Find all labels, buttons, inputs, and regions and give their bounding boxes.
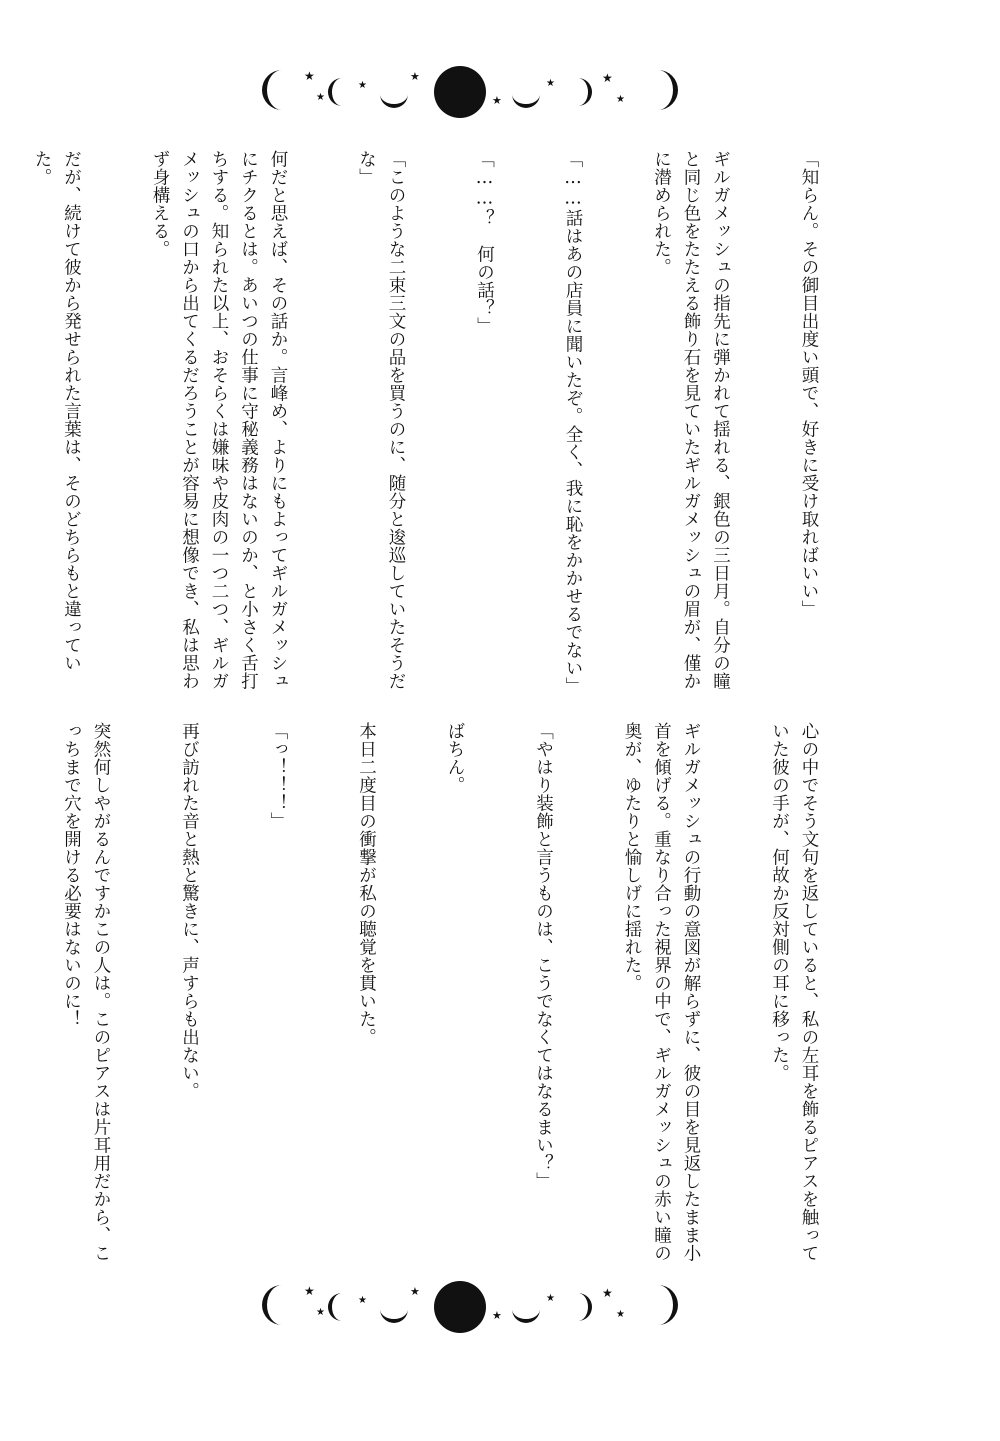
- paragraph: だが、続けて彼から発せられた言葉は、そのどちらもと違っていた。: [32, 150, 82, 672]
- moon-star-ornament-bottom: [260, 1275, 700, 1335]
- svg-text:★: ★: [602, 1286, 613, 1300]
- paragraph: 「……？ 何の話？」: [474, 150, 495, 335]
- moon-star-ornament-top: [260, 60, 700, 120]
- paragraph: 何だと思えば、その話か。言峰め、よりにもよってギルガメッシュにチクるとは。あいつの仕事に守秘義務はないのか、と小さく舌打ちする。知られた以上、おそらくは嫌味や皮肉の一つ二つ、ギルガメッシュの口から出てくるだろうことが容易に想像でき、私は思わず身構える。: [150, 150, 288, 690]
- svg-text:★: ★: [616, 94, 625, 105]
- svg-text:★: ★: [304, 1284, 315, 1298]
- paragraph: ギルガメッシュの行動の意図が解らずに、彼の目を見返したまま小首を傾げる。重なり合った視界の中で、ギルガメッシュの赤い瞳の奥が、ゆたりと愉しげに揺れた。: [622, 722, 701, 1262]
- svg-text:★: ★: [546, 1293, 555, 1304]
- svg-text:★: ★: [410, 70, 420, 83]
- svg-text:★: ★: [304, 69, 315, 83]
- paragraph: 「このような二束三文の品を買うのに、随分と逡巡していたそうだな」: [356, 150, 406, 690]
- paragraph: 「っ！！！」: [268, 722, 288, 830]
- paragraph: 再び訪れた音と熱と驚きに、声すらも出ない。: [179, 722, 200, 1100]
- svg-text:★: ★: [492, 1309, 502, 1322]
- svg-text:★: ★: [316, 1307, 325, 1318]
- svg-text:★: ★: [492, 94, 502, 107]
- svg-text:★: ★: [602, 71, 613, 85]
- paragraph: ばちん。: [445, 722, 465, 794]
- paragraph: 「やはり装飾と言うものは、こうでなくてはなるまい？」: [533, 722, 554, 1190]
- paragraph: 本日二度目の衝撃が私の聴覚を貫いた。: [356, 722, 377, 1046]
- svg-text:★: ★: [358, 1295, 367, 1306]
- paragraph: 「知らん。その御目出度い頭で、好きに受け取ればいい」: [799, 150, 819, 618]
- paragraph: 心の中でそう文句を返していると、私の左耳を飾るピアスを触っていた彼の手が、何故か反対側の耳に移った。: [769, 722, 819, 1262]
- svg-text:★: ★: [616, 1309, 625, 1320]
- svg-text:★: ★: [316, 92, 325, 103]
- svg-text:★: ★: [546, 78, 555, 89]
- paragraph: 突然何しやがるんですかこの人は。このピアスは片耳用だから、こっちまで穴を開ける必要はないのに！: [61, 722, 111, 1262]
- svg-text:★: ★: [358, 80, 367, 91]
- svg-text:★: ★: [410, 1285, 420, 1298]
- paragraph: 「……話はあの店員に聞いたぞ。全く、我に恥をかかせるでない」: [563, 150, 583, 695]
- upper-text-block: [32, 150, 882, 695]
- paragraph: ギルガメッシュの指先に弾かれて揺れる、銀色の三日月。自分の瞳と同じ色をたたえる飾り石を見ていたギルガメッシュの眉が、僅かに潜められた。: [651, 150, 731, 690]
- lower-text-block: [61, 722, 882, 1262]
